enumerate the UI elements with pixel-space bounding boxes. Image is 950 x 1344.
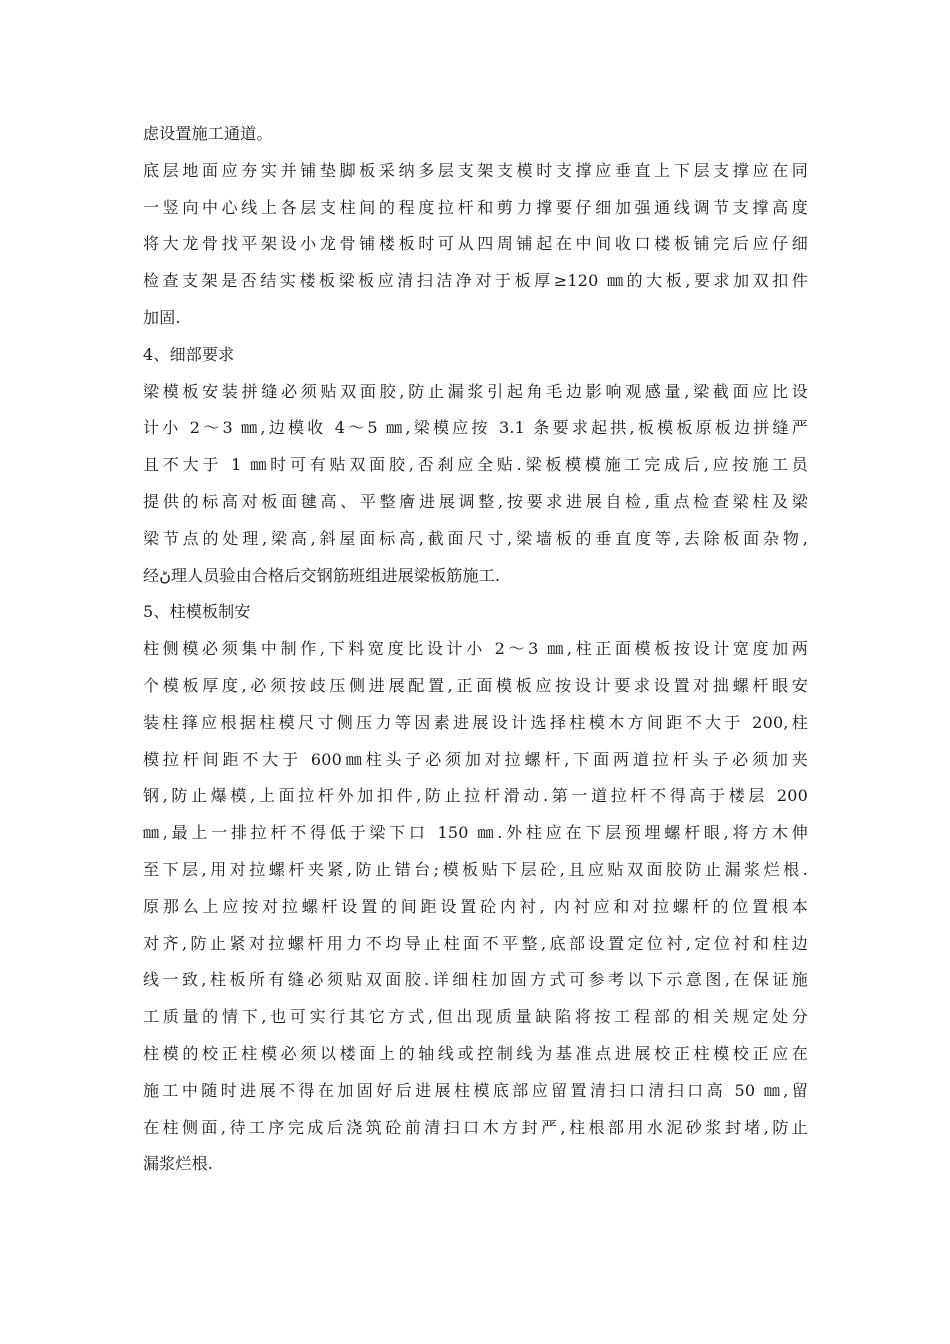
text-line: 虑设置施工通道。 — [143, 124, 273, 143]
text-line: 个模板厚度,必须按歧压侧进展配置,正面模板应按设计要求设置对拙螺杆眼安 — [143, 675, 808, 695]
text-line: 原那么上应按对拉螺杆设置的间距设置砼内衬, 内衬应和对拉螺杆的位置根本 — [143, 896, 808, 916]
section-heading: 4、细部要求 — [143, 344, 235, 364]
text-line: 且不大于 1 ㎜时可有贴双面胶,否刹应全贴.梁板模模施工完成后,应按施工员 — [143, 455, 808, 475]
text-line: 底层地面应夯实并铺垫脚板采纳多层支架支模时支撑应垂直上下层支撑应在同 — [143, 160, 808, 180]
text-line: 柱侧模必须集中制作,下料宽度比设计小 2～3 ㎜,柱正面模板按设计宽度加两 — [143, 639, 808, 659]
text-line: 在柱侧面,待工序完成后浇筑砼前清扫口木方封严,柱根部用水泥砂浆封堵,防止 — [143, 1117, 808, 1137]
section-heading: 5、柱模板制安 — [143, 602, 251, 622]
text-line: 检查支架是否结实楼板梁板应清扫洁净对于板厚≥120 ㎜的大板,要求加双扣件 — [143, 271, 808, 291]
text-line: 加固. — [143, 307, 181, 327]
text-line: 至下层,用对拉螺杆夹紧,防止错台;模板贴下层砼,且应贴双面胶防止漏浆烂根. — [143, 859, 808, 879]
text-line: 线一致,柱板所有缝必须贴双面胶.详细柱加固方式可参考以下示意图,在保证施 — [143, 970, 808, 990]
text-line: 梁节点的处理,梁高,斜屋面标高,截面尺寸,梁墙板的垂直度等,去除板面杂物, — [143, 528, 808, 548]
text-line: 模拉杆间距不大于 600㎜柱头子必须加对拉螺杆,下面两道拉杆头子必须加夹 — [143, 749, 808, 769]
text-line: 一竖向中心线上各层支柱间的程度拉杆和剪力撑要仔细加强通线调节支撑高度 — [143, 197, 808, 217]
text-line: 柱模的校正柱模必须以楼面上的轴线或控制线为基准点进展校正柱模校正应在 — [143, 1043, 808, 1063]
text-line: 对齐,防止紧对拉螺杆用力不均导止柱面不平整,底部设置定位衬,定位衬和柱边 — [143, 933, 808, 953]
text-line: 装柱箨应根据柱模尺寸侧压力等因素进展设计选择柱模木方间距不大于 200,柱 — [143, 712, 808, 732]
text-line: 提供的标高对板面毽高、平整廥进展调整,按要求进展自检,重点检查梁柱及梁 — [143, 491, 808, 511]
text-line: 钢,防止爆模,上面拉杆外加扣件,防止拉杆滑动.第一道拉杆不得高于楼层 200 — [143, 786, 808, 806]
text-line: 梁模板安装拼缝必须贴双面胶,防止漏浆引起角毛边影响观感量,梁截面应比设 — [143, 381, 808, 401]
text-line: 工质量的情下,也可实行其它方式,但出现质量缺陷将按工程部的相关规定处分 — [143, 1007, 808, 1027]
document-body — [143, 116, 808, 1183]
text-line: ㎜,最上一排拉杆不得低于梁下口 150 ㎜.外柱应在下层预埋螺杆眼,将方木伸 — [143, 823, 808, 843]
text-line: 漏浆烂根. — [143, 1154, 214, 1174]
text-line: 将大龙骨找平架设小龙骨铺楼板时可从四周铺起在中间收口楼板铺完后应仔细 — [143, 234, 808, 254]
text-line: 施工中随时进展不得在加固好后进展柱模底部应留置清扫口清扫口高 50 ㎜,留 — [143, 1080, 808, 1100]
text-line: 计小 2～3 ㎜,边模收 4～5 ㎜,梁模应按 3.1 条要求起拱,板模板原板边拼缝严 — [143, 418, 808, 438]
text-line: 经ڻ理人员验由合格后交钢筋班组进展梁板筋施工. — [143, 565, 501, 585]
